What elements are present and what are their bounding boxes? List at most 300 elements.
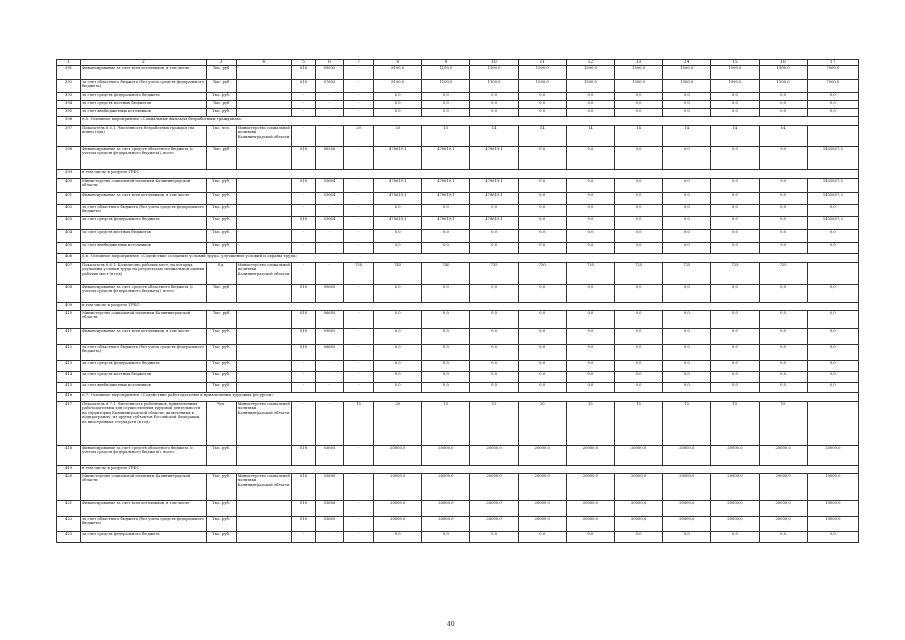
column-number-cell: 7 <box>344 60 374 66</box>
table-row <box>57 193 859 205</box>
table-cell: - <box>315 372 343 383</box>
table-cell: 0,0 <box>422 532 470 543</box>
table-cell: 20000,0 <box>566 501 614 517</box>
table-cell: 20000,0 <box>470 474 518 501</box>
table-cell <box>807 126 858 147</box>
table-row <box>57 402 859 446</box>
table-cell: - <box>344 311 374 329</box>
table-cell: - <box>344 446 374 466</box>
table-cell <box>807 263 858 285</box>
table-cell: 0,0 <box>518 179 566 193</box>
table-cell: 14 <box>759 126 807 147</box>
table-cell: 018 <box>291 285 315 303</box>
table-cell: - <box>291 126 315 147</box>
table-row <box>57 205 859 217</box>
table-cell: 20000,0 <box>566 474 614 501</box>
table-cell: 8100,0 <box>374 80 422 93</box>
table-cell: 725 <box>615 263 663 285</box>
table-cell: 0,0 <box>711 205 759 217</box>
table-cell: - <box>344 66 374 80</box>
table-cell: 20000,0 <box>470 501 518 517</box>
row-label-cell: Финансирование за счет средств областного бюджета (с учетом средств федерального бюджета), всего: <box>81 446 206 466</box>
table-cell: 09605 <box>315 285 343 303</box>
table-cell: 018 <box>291 179 315 193</box>
row-number-cell: 415 <box>57 383 81 393</box>
row-number-cell: 406 <box>57 254 81 263</box>
table-row <box>57 126 859 147</box>
table-cell: 20000,0 <box>374 517 422 532</box>
table-cell: 0,0 <box>663 93 711 101</box>
table-cell: - <box>315 101 343 109</box>
table-cell: 1100,0 <box>422 80 470 93</box>
table-cell: Министерство социальной политики Калининградской области <box>236 402 291 446</box>
table-cell: 14 <box>711 126 759 147</box>
table-cell: 0,0 <box>807 205 858 217</box>
table-cell: 20000,0 <box>663 501 711 517</box>
table-cell: 0,0 <box>566 109 614 117</box>
table-cell: 0,0 <box>663 101 711 109</box>
table-cell: 20000,0 <box>518 517 566 532</box>
table-cell: 0,0 <box>470 93 518 101</box>
table-cell: 018 <box>291 345 315 361</box>
table-cell: 1100,0 <box>422 66 470 80</box>
table-cell: 03605 <box>315 446 343 466</box>
table-body <box>57 60 859 543</box>
section-row <box>57 254 859 263</box>
row-number-cell: 409 <box>57 303 81 311</box>
table-cell: 15 <box>470 402 518 446</box>
table-row <box>57 517 859 532</box>
table-cell: 1500,0 <box>518 80 566 93</box>
table-cell: 0,0 <box>422 372 470 383</box>
table-cell: 0,0 <box>470 532 518 543</box>
table-cell: 0,0 <box>759 109 807 117</box>
table-cell: - <box>344 383 374 393</box>
table-cell: - <box>315 383 343 393</box>
table-row <box>57 109 859 117</box>
table-cell: Тыс. руб. <box>206 217 236 230</box>
table-cell: 7000,0 <box>807 80 858 93</box>
row-label-cell: за счет средств федерального бюджета <box>81 93 206 101</box>
table-cell: 0,0 <box>422 311 470 329</box>
table-cell: 0,0 <box>518 93 566 101</box>
table-cell: 0,0 <box>615 230 663 243</box>
table-cell: 8100,0 <box>374 66 422 80</box>
table-row <box>57 93 859 101</box>
row-number-cell: 422 <box>57 517 81 532</box>
row-number-cell: 398 <box>57 147 81 170</box>
table-cell: 740 <box>422 263 470 285</box>
row-number-cell: 401 <box>57 193 81 205</box>
table-cell: 0,0 <box>759 230 807 243</box>
table-cell: - <box>291 263 315 285</box>
table-cell: 0,0 <box>663 179 711 193</box>
table-row <box>57 217 859 230</box>
column-number-cell: 17 <box>807 60 858 66</box>
table-cell: - <box>344 532 374 543</box>
table-cell: 0,0 <box>615 329 663 345</box>
table-cell: Министерство социальной политики Калининградской области <box>236 126 291 147</box>
table-cell: 20000,0 <box>759 501 807 517</box>
table-cell: 0,0 <box>615 243 663 254</box>
row-label-cell: Финансирование за счет всех источников, в том числе: <box>81 193 206 205</box>
section-row <box>57 117 859 126</box>
row-number-cell: 395 <box>57 109 81 117</box>
table-cell: 0,0 <box>518 285 566 303</box>
table-cell: 478619,1 <box>470 179 518 193</box>
table-cell: - <box>344 361 374 372</box>
row-number-cell: 414 <box>57 372 81 383</box>
table-cell: 1435857,3 <box>807 147 858 170</box>
table-cell: - <box>291 193 315 205</box>
table-cell: 20000,0 <box>663 474 711 501</box>
table-cell: 0,0 <box>615 147 663 170</box>
table-cell: 20000,0 <box>711 517 759 532</box>
table-row <box>57 80 859 93</box>
table-cell: 20000,0 <box>518 446 566 466</box>
table-cell: 20000,0 <box>711 501 759 517</box>
table-cell: - <box>344 179 374 193</box>
table-cell: 0,0 <box>807 361 858 372</box>
table-cell: 0,0 <box>711 193 759 205</box>
table-cell: Тыс. руб. <box>206 501 236 517</box>
table-cell: - <box>236 517 291 532</box>
row-label-cell: за счет областного бюджета (без учета средств федерального бюджета) <box>81 345 206 361</box>
table-row <box>57 372 859 383</box>
table-cell: 0,0 <box>807 532 858 543</box>
row-number-cell: 419 <box>57 466 81 474</box>
table-cell: - <box>291 532 315 543</box>
table-cell: - <box>315 230 343 243</box>
table-cell: 0,0 <box>807 101 858 109</box>
row-label-cell: за счет средств федерального бюджета <box>81 532 206 543</box>
row-number-cell: 410 <box>57 311 81 329</box>
table-cell: 0,0 <box>663 205 711 217</box>
table-cell: 725 <box>759 263 807 285</box>
table-cell: 0,0 <box>422 109 470 117</box>
row-label-cell: Показатель 6.6.1. Количество рабочих мест, на которых улучшены условия труда по результатам специальной оценки рабочих мест (в год) <box>81 263 206 285</box>
table-cell: Тыс. руб. <box>206 230 236 243</box>
table-cell: 0,0 <box>759 311 807 329</box>
table-cell: 0,0 <box>615 285 663 303</box>
row-label-cell: за счет средств местных бюджетов <box>81 372 206 383</box>
table-cell: 0,0 <box>615 361 663 372</box>
table-cell: - <box>291 243 315 254</box>
table-cell: 018 <box>291 66 315 80</box>
table-cell: - <box>236 329 291 345</box>
table-cell: Тыс. руб. <box>206 179 236 193</box>
table-cell: 0,0 <box>422 383 470 393</box>
column-number-cell: 14 <box>663 60 711 66</box>
table-cell: - <box>291 230 315 243</box>
table-cell: 0,0 <box>470 205 518 217</box>
table-cell: 20000,0 <box>663 446 711 466</box>
table-cell: 06556 <box>315 147 343 170</box>
table-cell: 0,0 <box>374 345 422 361</box>
table-cell: 0,0 <box>663 532 711 543</box>
table-cell: 20000,0 <box>615 501 663 517</box>
table-cell: 0,0 <box>663 109 711 117</box>
table-cell: 0,0 <box>374 383 422 393</box>
table-cell: 15 <box>663 402 711 446</box>
column-number-cell: 10 <box>470 60 518 66</box>
table-cell: - <box>315 205 343 217</box>
table-cell: 03604 <box>315 217 343 230</box>
table-cell: 14 <box>615 126 663 147</box>
table-cell: - <box>291 109 315 117</box>
table-cell: 478619,1 <box>374 193 422 205</box>
table-cell: 1500,0 <box>711 66 759 80</box>
table-cell: 0,0 <box>807 383 858 393</box>
table-cell: 0,0 <box>663 147 711 170</box>
section-row <box>57 393 859 402</box>
table-cell: 15 <box>759 402 807 446</box>
table-row <box>57 230 859 243</box>
table-cell: 0,0 <box>518 147 566 170</box>
row-number-cell: 408 <box>57 285 81 303</box>
column-number-cell: 5 <box>291 60 315 66</box>
column-number-cell: 16 <box>759 60 807 66</box>
table-cell: 0,0 <box>374 205 422 217</box>
column-number-cell: 12 <box>566 60 614 66</box>
row-number-cell: 392 <box>57 80 81 93</box>
table-cell: 0,0 <box>711 345 759 361</box>
section-title-cell: 6.7. Основное мероприятие «Содействие работодателям в привлечении трудовых ресурсов» <box>81 393 859 402</box>
table-cell <box>807 402 858 446</box>
table-cell: 735 <box>470 263 518 285</box>
table-cell: Тыс. руб <box>206 147 236 170</box>
table-cell: 0,0 <box>807 285 858 303</box>
table-cell: 0,0 <box>807 109 858 117</box>
table-cell: - <box>291 402 315 446</box>
table-row <box>57 285 859 303</box>
table-row <box>57 532 859 543</box>
table-cell: 09605 <box>315 329 343 345</box>
row-label-cell: Финансирование за счет всех источников, в том числе: <box>81 66 206 80</box>
table-cell: 0,0 <box>566 230 614 243</box>
table-cell: 20000,0 <box>711 474 759 501</box>
row-label-cell: за счет средств местных бюджетов <box>81 230 206 243</box>
table-cell: 1100,0 <box>470 66 518 80</box>
table-cell: 0,0 <box>759 383 807 393</box>
table-cell: 0,0 <box>615 101 663 109</box>
table-cell: 0,0 <box>566 101 614 109</box>
table-cell: 09035 <box>315 66 343 80</box>
table-cell: - <box>236 109 291 117</box>
program-table <box>56 59 859 543</box>
table-row <box>57 383 859 393</box>
table-cell: - <box>315 361 343 372</box>
table-cell: - <box>236 205 291 217</box>
table-cell: 0,0 <box>807 93 858 101</box>
table-cell: - <box>236 80 291 93</box>
table-cell: 0,0 <box>615 532 663 543</box>
table-cell: 0,0 <box>711 147 759 170</box>
table-cell: 20000,0 <box>374 446 422 466</box>
table-cell: 0,0 <box>663 345 711 361</box>
table-cell: - <box>236 345 291 361</box>
table-row <box>57 179 859 193</box>
table-cell: - <box>315 402 343 446</box>
table-cell: 0,0 <box>566 243 614 254</box>
table-cell: 730 <box>566 263 614 285</box>
table-cell: Тыс. руб. <box>206 193 236 205</box>
row-number-cell: 397 <box>57 126 81 147</box>
row-number-cell: 421 <box>57 501 81 517</box>
table-cell: 0,0 <box>518 329 566 345</box>
table-cell: 1500,0 <box>615 80 663 93</box>
row-label-cell: за счет внебюджетных источников <box>81 109 206 117</box>
table-cell: 20000,0 <box>566 446 614 466</box>
table-row <box>57 446 859 466</box>
section-title-cell: 6.5. Основное мероприятие «Социальные выплаты безработным гражданам» <box>81 117 859 126</box>
table-cell: 0,0 <box>470 285 518 303</box>
table-cell: 15 <box>566 402 614 446</box>
table-cell: 0,0 <box>807 345 858 361</box>
table-cell: 725 <box>711 263 759 285</box>
row-label-cell: за счет внебюджетных источников <box>81 383 206 393</box>
table-cell: 478619,1 <box>470 193 518 205</box>
table-cell: - <box>236 361 291 372</box>
table-cell: 0,0 <box>615 193 663 205</box>
table-cell: 0,0 <box>422 329 470 345</box>
page-number: 40 <box>447 621 455 628</box>
table-cell: 0,0 <box>615 372 663 383</box>
table-cell: 0,0 <box>566 372 614 383</box>
table-cell: Чел. <box>206 402 236 446</box>
table-cell: 0,0 <box>711 179 759 193</box>
table-cell: 745 <box>374 263 422 285</box>
column-number-cell: 3 <box>206 60 236 66</box>
table-cell: 0,0 <box>374 93 422 101</box>
row-label-cell: Показатель 6.5.1. Численность безработных граждан (на конец года) <box>81 126 206 147</box>
table-cell: 20000,0 <box>807 446 858 466</box>
table-cell: - <box>236 66 291 80</box>
table-cell: 03604 <box>315 179 343 193</box>
table-cell: 15 <box>615 402 663 446</box>
row-number-cell: 416 <box>57 393 81 402</box>
table-cell: 0,0 <box>470 372 518 383</box>
table-cell: 0,0 <box>759 179 807 193</box>
row-number-cell: 412 <box>57 345 81 361</box>
column-number-cell: 4 <box>236 60 291 66</box>
table-cell: 0,0 <box>663 311 711 329</box>
table-row <box>57 311 859 329</box>
table-cell: 0,0 <box>422 101 470 109</box>
table-cell: - <box>315 263 343 285</box>
row-label-cell: Министерство социальной политики Калининградской области <box>81 474 206 501</box>
section-title-cell: в том числе в разрезе ГРБС: <box>81 303 859 311</box>
table-cell: 0,0 <box>663 383 711 393</box>
table-cell: 0,0 <box>711 230 759 243</box>
table-cell: 0,0 <box>518 217 566 230</box>
table-cell: 20000,0 <box>518 501 566 517</box>
row-number-cell: 407 <box>57 263 81 285</box>
table-cell: - <box>236 101 291 109</box>
table-cell: 15 <box>422 402 470 446</box>
table-cell: 0,0 <box>759 93 807 101</box>
table-cell: 20000,0 <box>422 501 470 517</box>
table-cell: 03606 <box>315 474 343 501</box>
table-cell: 20000,0 <box>470 517 518 532</box>
table-cell: - <box>236 230 291 243</box>
table-cell: 018 <box>291 517 315 532</box>
table-cell: - <box>236 93 291 101</box>
table-cell: 0,0 <box>711 101 759 109</box>
row-label-cell: Финансирование за счет всех источников, в том числе: <box>81 329 206 345</box>
table-cell: 1500,0 <box>566 66 614 80</box>
table-cell: 0,0 <box>807 372 858 383</box>
document-page <box>56 59 859 543</box>
table-cell: 0,0 <box>663 361 711 372</box>
table-row <box>57 329 859 345</box>
table-cell: 14 <box>470 126 518 147</box>
row-label-cell: Финансирование за счет всех источников, в том числе: <box>81 501 206 517</box>
table-cell: - <box>315 126 343 147</box>
table-cell: 0,0 <box>663 217 711 230</box>
table-cell: 0,0 <box>374 243 422 254</box>
table-cell: 0,0 <box>566 383 614 393</box>
table-cell: 0,0 <box>566 179 614 193</box>
table-cell: 0,0 <box>374 285 422 303</box>
section-row <box>57 303 859 311</box>
table-cell: 0,0 <box>615 345 663 361</box>
table-cell: 20000,0 <box>566 517 614 532</box>
table-cell: 0,0 <box>470 230 518 243</box>
table-cell: - <box>344 147 374 170</box>
table-row <box>57 263 859 285</box>
table-cell: 0,0 <box>470 345 518 361</box>
table-cell: 0,0 <box>615 311 663 329</box>
table-cell: 06605 <box>315 345 343 361</box>
row-label-cell: за счет средств местных бюджетов <box>81 101 206 109</box>
table-cell: 20000,0 <box>518 474 566 501</box>
table-cell: 0,0 <box>663 230 711 243</box>
table-cell: 0,0 <box>711 285 759 303</box>
table-cell: 018 <box>291 217 315 230</box>
table-cell: Тыс. руб <box>206 80 236 93</box>
row-number-cell: 402 <box>57 205 81 217</box>
table-cell: 0,0 <box>759 532 807 543</box>
table-cell: 018 <box>291 501 315 517</box>
table-cell: 0,0 <box>374 372 422 383</box>
table-cell: 478619,1 <box>422 217 470 230</box>
table-cell: 0,0 <box>807 243 858 254</box>
table-cell: Министерство социальной политики Калининградской области <box>236 474 291 501</box>
row-label-cell: Финансирование за счет средств областного бюджета (с учетом средств федерального бюджета), всего <box>81 147 206 170</box>
table-cell: 20000,0 <box>759 517 807 532</box>
row-number-cell: 417 <box>57 402 81 446</box>
table-cell: Тыс. руб. <box>206 345 236 361</box>
table-cell: 0,0 <box>566 361 614 372</box>
table-cell: 20000,0 <box>422 446 470 466</box>
table-cell: - <box>291 93 315 101</box>
table-cell: 0,0 <box>759 345 807 361</box>
table-cell: - <box>236 446 291 466</box>
table-cell: 0,0 <box>711 532 759 543</box>
table-cell: 0,0 <box>759 217 807 230</box>
table-cell: 0,0 <box>422 285 470 303</box>
table-cell: 478619,1 <box>470 147 518 170</box>
table-cell: 0,0 <box>518 311 566 329</box>
table-row <box>57 474 859 501</box>
table-cell: 1435857,3 <box>807 193 858 205</box>
row-label-cell: за счет средств федерального бюджета <box>81 217 206 230</box>
table-cell: Тыс. руб <box>206 66 236 80</box>
table-cell: - <box>344 517 374 532</box>
table-cell: - <box>236 243 291 254</box>
table-row <box>57 101 859 109</box>
